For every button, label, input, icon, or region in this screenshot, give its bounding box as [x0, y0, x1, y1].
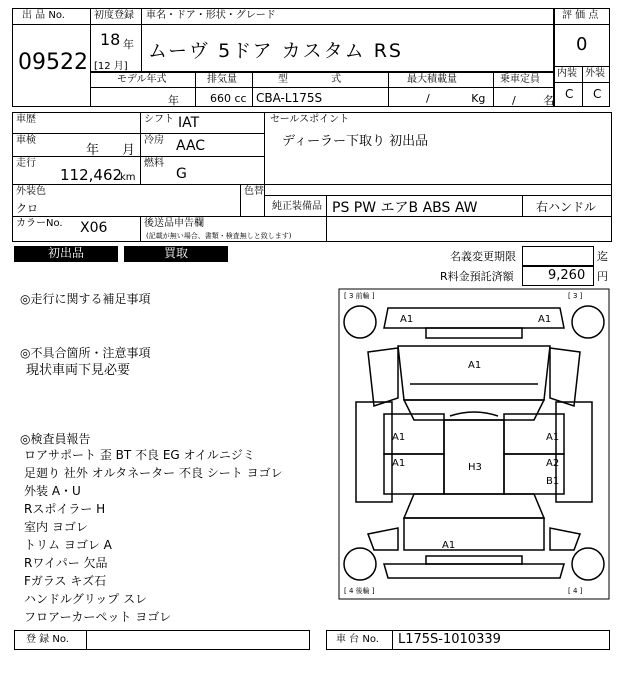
inspector-line: ロアサポート 歪 BT 不良 EG オイルニジミ — [24, 448, 255, 462]
lot-no-label: 出 品 No. — [22, 10, 65, 21]
mark-left-rear-door: A1 — [392, 458, 406, 469]
left-side-sill — [356, 402, 392, 502]
type-label: 型 式 — [278, 74, 342, 85]
displacement-label: 排気量 — [207, 74, 237, 85]
corner-label-front-right: [ 3 ] — [568, 292, 583, 300]
history-label: 車歴 — [16, 114, 36, 125]
chassis-label: 車 台 No. — [336, 634, 379, 645]
wheel-front-left — [344, 306, 376, 338]
ac: AAC — [176, 138, 206, 154]
equipment-label: 純正装備品 — [272, 201, 322, 212]
capacity: / 名 — [512, 94, 555, 107]
rating-label: 評 価 点 — [562, 10, 599, 21]
hood-panel — [398, 346, 550, 400]
mark-hood: A1 — [468, 360, 482, 371]
inspection-month-unit: 月 — [122, 143, 136, 158]
year-unit: 年 — [123, 38, 134, 51]
corner-label-rear-left: [ 4 後輪 ] — [344, 587, 375, 595]
mark-right-rear-door-2: B1 — [546, 476, 560, 487]
mark-left-front-door: A1 — [392, 432, 406, 443]
capacity-label: 乗車定員 — [500, 74, 540, 85]
inspector-line: フロアーカーペット ヨゴレ — [24, 610, 172, 624]
inspector-line: Fガラス キズ石 — [24, 574, 107, 588]
tab-first-listing: 初出品 — [14, 246, 118, 262]
mark-roof: H3 — [468, 462, 482, 473]
shift-label: シフト — [144, 114, 174, 125]
wheel-rear-right — [572, 548, 604, 580]
recycle-unit: 円 — [597, 270, 608, 283]
roof-panel — [444, 420, 504, 494]
mark-right-rear-door: A2 — [546, 458, 560, 469]
tab-purchase: 買取 — [124, 246, 228, 262]
recycle-label: R料金預託済額 — [440, 270, 514, 283]
fuel: G — [176, 166, 187, 182]
model-year-label: モデル年式 — [117, 74, 167, 85]
color-no-label: カラーNo. — [16, 218, 63, 229]
model-type: CBA-L175S — [256, 91, 323, 105]
wheel-front-right — [572, 306, 604, 338]
recycle-value: 9,260 — [548, 268, 586, 283]
first-reg-label: 初度登録 — [94, 10, 134, 21]
inspector-line: 外装 A・U — [24, 484, 81, 498]
fuel-label: 燃料 — [144, 158, 164, 169]
defects-title: ◎不具合箇所・注意事項 — [20, 346, 151, 360]
inspector-line: Rワイパー 欠品 — [24, 556, 108, 570]
ext-color: クロ — [16, 202, 38, 215]
ac-label: 冷房 — [144, 135, 164, 146]
mark-rear-hatch: A1 — [442, 540, 456, 551]
mark-right-front-door: A1 — [546, 432, 560, 443]
reg-no-label: 登 録 No. — [26, 634, 69, 645]
inspector-line: ハンドルグリップ スレ — [24, 592, 148, 606]
windshield — [404, 400, 544, 420]
rear-bumper — [384, 564, 564, 578]
corner-label-front-left: [ 3 前輪 ] — [344, 292, 375, 300]
exterior-grade: C — [593, 87, 602, 101]
corner-label-rear-right: [ 4 ] — [568, 587, 583, 595]
max-load-label: 最大積載量 — [407, 74, 457, 85]
inspector-line: 室内 ヨゴレ — [24, 520, 88, 534]
left-front-fender — [368, 348, 398, 406]
lot-no: 09522 — [18, 50, 88, 75]
name-change-box — [522, 246, 594, 266]
left-rear-fender — [368, 528, 398, 550]
color-change-label: 色替 — [244, 186, 264, 197]
handle-side: 右ハンドル — [536, 200, 597, 214]
right-rear-fender — [550, 528, 580, 550]
right-front-fender — [550, 348, 580, 406]
displacement: 660 cc — [210, 92, 247, 105]
inspector-line: Rスポイラー H — [24, 502, 106, 516]
name-change-unit: 迄 — [597, 250, 608, 263]
mark-front-bumper-right: A1 — [538, 314, 552, 325]
wheel-rear-left — [344, 548, 376, 580]
sales-point: ディーラー下取り 初出品 — [282, 134, 429, 149]
postreport-note: (記載が無い場合、書類・検査無しと致します) — [146, 232, 292, 240]
shift: IAT — [178, 115, 200, 131]
inspector-title: ◎検査員報告 — [20, 432, 91, 446]
defects-text: 現状車両下見必要 — [26, 363, 131, 378]
driving-notes-title: ◎走行に関する補足事項 — [20, 292, 151, 306]
model-year-unit: 年 — [168, 94, 179, 107]
inspection-year-unit: 年 — [86, 143, 100, 158]
reg-month: [12 月] — [94, 61, 128, 72]
car-name-label: 車名・ドア・形状・グレード — [146, 10, 276, 21]
max-load: / Kg — [426, 92, 486, 105]
interior-label: 内装 — [557, 68, 577, 79]
inspection-label: 車検 — [16, 135, 36, 146]
equipment: PS PW エアB ABS AW — [332, 200, 478, 216]
front-grille — [426, 328, 522, 338]
rating-value: 0 — [576, 34, 588, 55]
reg-year: 18 — [100, 30, 121, 49]
inspector-line: 足廻り 社外 オルタネーター 不良 シート ヨゴレ — [24, 466, 283, 480]
color-no: X06 — [80, 220, 108, 236]
car-damage-diagram — [338, 288, 610, 600]
exterior-label: 外装 — [585, 68, 605, 79]
rear-glass — [404, 494, 544, 518]
inspector-line: トリム ヨゴレ A — [24, 538, 112, 552]
interior-grade: C — [565, 87, 574, 101]
car-name: ムーヴ 5ドア カスタム RS — [148, 40, 403, 62]
ext-color-label: 外装色 — [16, 186, 46, 197]
diagram-frame — [339, 289, 609, 599]
mileage: 112,462 — [60, 166, 123, 184]
chassis-no: L175S-1010339 — [398, 632, 501, 647]
mileage-label: 走行 — [16, 158, 36, 169]
name-change-label: 名義変更期限 — [450, 250, 516, 263]
sales-point-label: セールスポイント — [270, 114, 350, 125]
rear-hatch-panel — [404, 518, 544, 550]
right-side-sill — [556, 402, 592, 502]
mileage-unit: km — [120, 172, 136, 183]
postreport-label: 後送品申告欄 — [144, 218, 204, 229]
mark-front-bumper-left: A1 — [400, 314, 414, 325]
rear-plate — [426, 556, 522, 564]
